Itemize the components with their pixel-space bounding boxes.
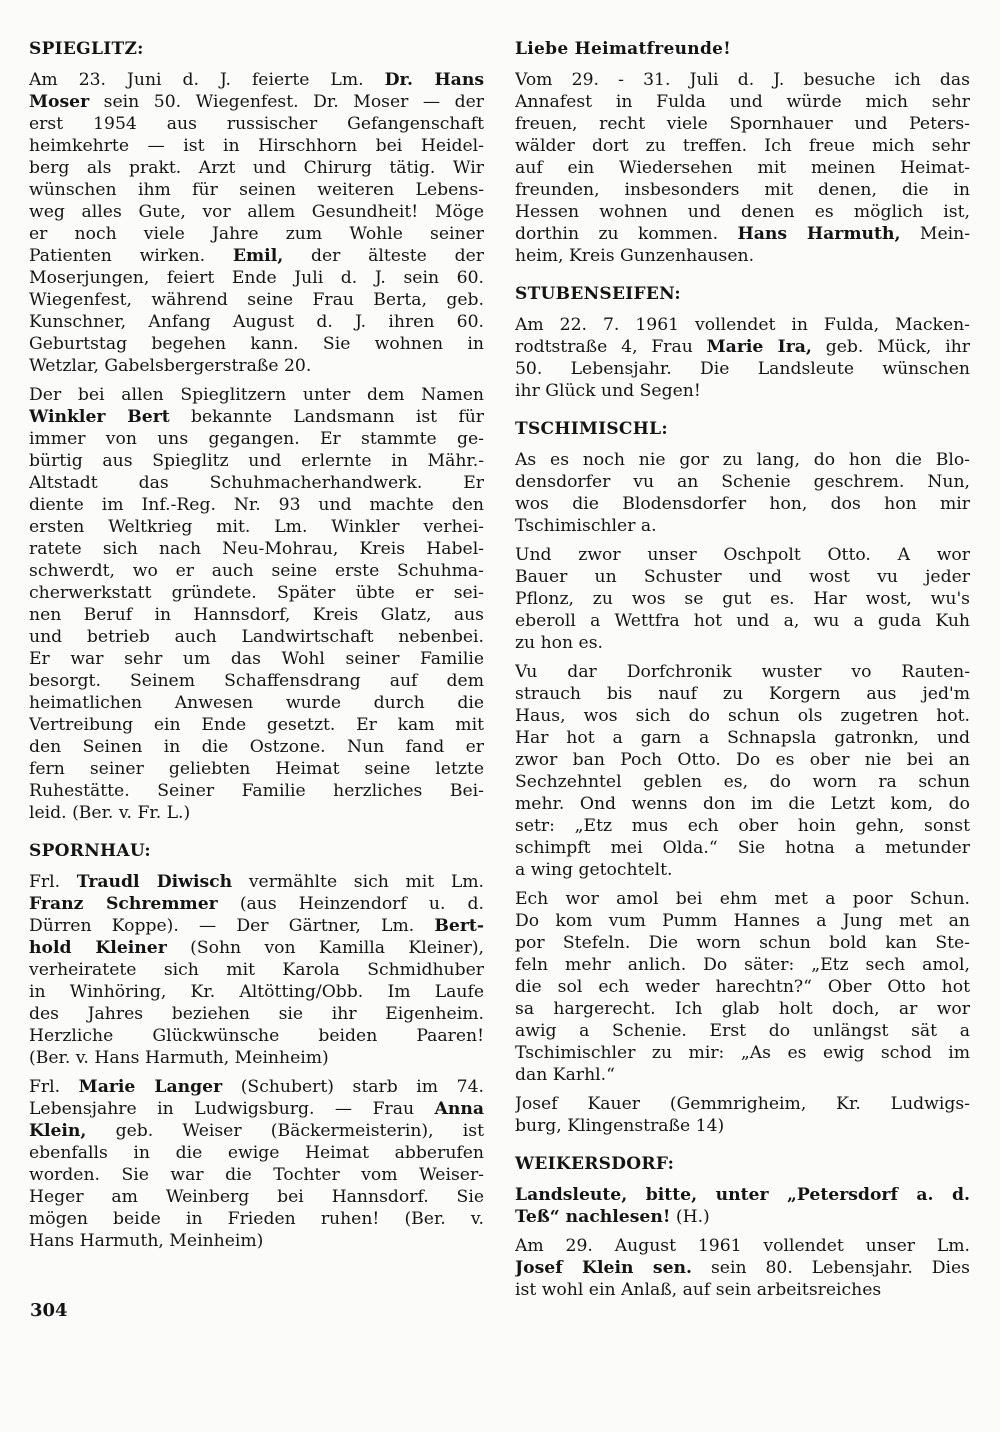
text-line bbox=[29, 450, 484, 472]
text-run: Lebensjahre in Ludwigsburg. — Frau bbox=[29, 1099, 435, 1119]
text-run: sa hargerecht. Ich glab holt doch, ar wor bbox=[515, 999, 970, 1019]
text-run: ihr Glück und Segen! bbox=[515, 381, 701, 401]
text-run: Hessen wohnen und denen es möglich ist, bbox=[515, 202, 970, 222]
bold-name: Marie Ira, bbox=[706, 337, 812, 357]
text-run: heimatlichen Anwesen wurde durch die bbox=[29, 693, 484, 713]
text-run: por Stefeln. Die worn schun bold kan Ste- bbox=[515, 933, 970, 953]
text-line bbox=[515, 998, 970, 1020]
text-line bbox=[515, 749, 970, 771]
text-line bbox=[29, 333, 484, 355]
text-line bbox=[29, 135, 484, 157]
left-column bbox=[29, 38, 484, 1268]
text-run: Heger am Weinberg bei Hannsdorf. Sie bbox=[29, 1187, 484, 1207]
text-run: die sol ech weder harechtn?“ Ober Otto hot bbox=[515, 977, 970, 997]
text-run: (aus Heinzendorf u. d. bbox=[217, 894, 484, 914]
text-run: zu hon es. bbox=[515, 633, 603, 653]
text-run: worden. Sie war die Tochter vom Weiser- bbox=[29, 1165, 484, 1185]
text-line bbox=[29, 937, 484, 959]
text-run: geb. Weiser (Bäckermeisterin), ist bbox=[86, 1121, 484, 1141]
text-line bbox=[29, 1208, 484, 1230]
text-run: (H.) bbox=[670, 1207, 710, 1227]
text-line bbox=[515, 179, 970, 201]
text-run: burg, Klingenstraße 14) bbox=[515, 1116, 725, 1136]
text-run: a wing getochtelt. bbox=[515, 860, 673, 880]
text-run: des Jahres beziehen sie ihr Eigenheim. bbox=[29, 1004, 484, 1024]
text-run: nen Beruf in Hannsdorf, Kreis Glatz, aus bbox=[29, 605, 484, 625]
text-run: sein 80. Lebensjahr. Dies bbox=[692, 1258, 970, 1278]
text-line bbox=[29, 670, 484, 692]
text-line bbox=[515, 1206, 970, 1228]
paragraph bbox=[515, 544, 970, 654]
text-run: setr: „Etz mus ech ober hoin gehn, sonst bbox=[515, 816, 970, 836]
text-line bbox=[515, 837, 970, 859]
bold-name: Winkler Bert bbox=[29, 407, 170, 427]
text-line bbox=[515, 727, 970, 749]
text-line bbox=[29, 714, 484, 736]
paragraph bbox=[515, 449, 970, 537]
section-liebe-heimatfreunde bbox=[515, 38, 970, 267]
text-run: densdorfer vu an Schenie geschrem. Nun, bbox=[515, 472, 970, 492]
text-line bbox=[515, 544, 970, 566]
text-line bbox=[29, 736, 484, 758]
text-line bbox=[515, 157, 970, 179]
text-run: Josef Kauer (Gemmrigheim, Kr. Ludwigs- bbox=[515, 1094, 970, 1114]
text-run: Am 29. August 1961 vollendet unser Lm. bbox=[515, 1236, 970, 1256]
text-line bbox=[29, 472, 484, 494]
text-run: geb. Mück, ihr bbox=[811, 337, 970, 357]
bold-name: Dr. Hans bbox=[384, 70, 484, 90]
text-line bbox=[515, 69, 970, 91]
text-run: er noch viele Jahre zum Wohle seiner bbox=[29, 224, 484, 244]
text-run: mehr. Ond wenns don im die Letzt kom, do bbox=[515, 794, 970, 814]
section-heading: TSCHIMISCHL: bbox=[515, 419, 668, 439]
text-line bbox=[29, 355, 484, 377]
text-line bbox=[29, 1120, 484, 1142]
text-run: vermählte sich mit Lm. bbox=[232, 872, 484, 892]
text-run: Tschimischler a. bbox=[515, 516, 657, 536]
paragraph bbox=[29, 871, 484, 1069]
text-run: Sechzehntel geblen es, do worn ra schun bbox=[515, 772, 970, 792]
bold-name: Klein, bbox=[29, 1121, 87, 1141]
text-line bbox=[29, 626, 484, 648]
section-spornhau bbox=[29, 840, 484, 1252]
text-line bbox=[515, 449, 970, 471]
text-run: Geburtstag begehen kann. Sie wohnen in bbox=[29, 334, 484, 354]
paragraph bbox=[515, 1093, 970, 1137]
text-run: Do kom vum Pumm Hannes a Jung met an bbox=[515, 911, 970, 931]
section-tschimischl bbox=[515, 418, 970, 1137]
text-run: immer von uns gegangen. Er stammte ge- bbox=[29, 429, 484, 449]
text-run: Am 23. Juni d. J. feierte Lm. bbox=[29, 70, 385, 90]
text-run: Und zwor unser Oschpolt Otto. A wor bbox=[515, 545, 970, 565]
text-line bbox=[29, 1025, 484, 1047]
text-line bbox=[515, 661, 970, 683]
text-line bbox=[29, 582, 484, 604]
text-run: fern seiner geliebten Heimat seine letzte bbox=[29, 759, 484, 779]
text-line bbox=[515, 976, 970, 998]
text-run: Ruhestätte. Seiner Familie herzliches Bei- bbox=[29, 781, 484, 801]
text-run: feln mehr anlich. Do säter: „Etz sech amol, bbox=[515, 955, 970, 975]
text-run: Pflonz, zu wos se gut es. Har wost, wu's bbox=[515, 589, 970, 609]
text-run: dorthin zu kommen. bbox=[515, 224, 738, 244]
section-stubenseifen bbox=[515, 283, 970, 402]
text-line bbox=[515, 859, 970, 881]
text-run: Am 22. 7. 1961 vollendet in Fulda, Macken- bbox=[515, 315, 970, 335]
text-line bbox=[515, 888, 970, 910]
paragraph bbox=[515, 1184, 970, 1228]
bold-name: Teß“ nachlesen! bbox=[515, 1207, 671, 1227]
text-line bbox=[515, 223, 970, 245]
text-line bbox=[29, 1003, 484, 1025]
text-run: Mein- bbox=[900, 224, 970, 244]
text-line bbox=[515, 771, 970, 793]
paragraph bbox=[515, 888, 970, 1086]
text-run: Frl. bbox=[29, 1077, 79, 1097]
text-run: ersten Weltkrieg mit. Lm. Winkler verhei- bbox=[29, 517, 484, 537]
text-line bbox=[29, 692, 484, 714]
text-line bbox=[515, 113, 970, 135]
text-run: und betrieb auch Landwirtschaft nebenbei. bbox=[29, 627, 484, 647]
text-line bbox=[29, 1230, 484, 1252]
text-line bbox=[29, 871, 484, 893]
text-run: heimkehrte — ist in Hirschhorn bei Heidel- bbox=[29, 136, 484, 156]
section-heading: WEIKERSDORF: bbox=[515, 1154, 675, 1174]
text-line bbox=[515, 91, 970, 113]
text-run: zwor ban Poch Otto. Do es ober nie bei an bbox=[515, 750, 970, 770]
text-run: weg alles Gute, vor allem Gesundheit! Möge bbox=[29, 202, 484, 222]
text-line bbox=[29, 981, 484, 1003]
text-run: Dürren Koppe). — Der Gärtner, Lm. bbox=[29, 916, 435, 936]
text-line bbox=[515, 1279, 970, 1301]
bold-name: Anna bbox=[434, 1099, 484, 1119]
text-line bbox=[29, 915, 484, 937]
text-run: Wiegenfest, während seine Frau Berta, geb. bbox=[29, 290, 484, 310]
text-run: 50. Lebensjahr. Die Landsleute wünschen bbox=[515, 359, 970, 379]
text-run: ebenfalls in die ewige Heimat abberufen bbox=[29, 1143, 484, 1163]
text-line bbox=[29, 780, 484, 802]
text-line bbox=[29, 1076, 484, 1098]
text-line bbox=[515, 380, 970, 402]
text-run: Herzliche Glückwünsche beiden Paaren! bbox=[29, 1026, 484, 1046]
text-line bbox=[515, 135, 970, 157]
text-line bbox=[29, 428, 484, 450]
page-number: 304 bbox=[30, 1300, 68, 1321]
text-run: freunden, insbesonders mit denen, die in bbox=[515, 180, 970, 200]
paragraph bbox=[29, 69, 484, 377]
text-line bbox=[515, 245, 970, 267]
text-line bbox=[515, 336, 970, 358]
text-line bbox=[29, 516, 484, 538]
text-line bbox=[29, 604, 484, 626]
bold-name: Landsleute, bitte, unter „Petersdorf a. d. bbox=[515, 1185, 970, 1205]
text-run: strauch bis nauf zu Korgern aus jed'm bbox=[515, 684, 970, 704]
text-line bbox=[29, 311, 484, 333]
text-line bbox=[29, 893, 484, 915]
text-line bbox=[29, 406, 484, 428]
text-line bbox=[515, 632, 970, 654]
bold-name: Moser bbox=[29, 92, 90, 112]
text-line bbox=[515, 1042, 970, 1064]
text-run: bürtig aus Spieglitz und erlernte in Mähr.- bbox=[29, 451, 484, 471]
text-run: verheiratete sich mit Karola Schmidhuber bbox=[29, 960, 484, 980]
text-line bbox=[29, 201, 484, 223]
text-run: bekannte Landsmann ist für bbox=[169, 407, 484, 427]
text-line bbox=[29, 1098, 484, 1120]
text-run: schimpft mei Olda.“ Sie hotna a metunder bbox=[515, 838, 970, 858]
text-line bbox=[515, 1020, 970, 1042]
text-run: Ech wor amol bei ehm met a poor Schun. bbox=[515, 889, 970, 909]
text-line bbox=[29, 494, 484, 516]
text-run: Moserjungen, feiert Ende Juli d. J. sein 60. bbox=[29, 268, 484, 288]
text-line bbox=[515, 1184, 970, 1206]
text-run: auf ein Wiedersehen mit meinen Heimat- bbox=[515, 158, 970, 178]
text-run: Vu dar Dorfchronik wuster vo Rauten- bbox=[515, 662, 970, 682]
text-line bbox=[29, 802, 484, 824]
text-run: Hans Harmuth, Meinheim) bbox=[29, 1231, 264, 1251]
text-run: heim, Kreis Gunzenhausen. bbox=[515, 246, 755, 266]
text-run: schwerdt, wo er auch seine erste Schuhma- bbox=[29, 561, 484, 581]
text-line bbox=[515, 493, 970, 515]
text-run: Wetzlar, Gabelsbergerstraße 20. bbox=[29, 356, 312, 376]
text-line bbox=[29, 289, 484, 311]
text-run: wünschen ihm für seinen weiteren Lebens- bbox=[29, 180, 484, 200]
section-heading: STUBENSEIFEN: bbox=[515, 284, 681, 304]
text-line bbox=[29, 648, 484, 670]
text-line bbox=[515, 1235, 970, 1257]
text-run: Er war sehr um das Wohl seiner Familie bbox=[29, 649, 484, 669]
text-line bbox=[515, 358, 970, 380]
bold-name: Marie Langer bbox=[78, 1077, 223, 1097]
text-run: ist wohl ein Anlaß, auf sein arbeitsreiches bbox=[515, 1280, 882, 1300]
paragraph bbox=[515, 661, 970, 881]
text-run: (Ber. v. Hans Harmuth, Meinheim) bbox=[29, 1048, 329, 1068]
text-run: Vom 29. - 31. Juli d. J. besuche ich das bbox=[515, 70, 970, 90]
bold-name: Josef Klein sen. bbox=[515, 1258, 693, 1278]
paragraph bbox=[29, 1076, 484, 1252]
text-run: in Winhöring, Kr. Altötting/Obb. Im Laufe bbox=[29, 982, 484, 1002]
bold-name: Bert- bbox=[434, 916, 484, 936]
text-line bbox=[29, 245, 484, 267]
text-line bbox=[515, 314, 970, 336]
text-run: cherwerkstatt gründete. Später übte er sei- bbox=[29, 583, 484, 603]
text-run: (Sohn von Kamilla Kleiner), bbox=[166, 938, 484, 958]
text-run: Altstadt das Schuhmacherhandwerk. Er bbox=[29, 473, 484, 493]
text-line bbox=[29, 959, 484, 981]
text-run: diente im Inf.-Reg. Nr. 93 und machte den bbox=[29, 495, 484, 515]
text-run: berg als prakt. Arzt und Chirurg tätig. Wir bbox=[29, 158, 484, 178]
text-run: Kunschner, Anfang August d. J. ihren 60. bbox=[29, 312, 484, 332]
text-run: wos die Blodensdorfer hon, dos hon mir bbox=[515, 494, 970, 514]
text-run: (Schubert) starb im 74. bbox=[222, 1077, 484, 1097]
section-weikersdorf bbox=[515, 1153, 970, 1301]
text-run: awig a Schenie. Erst do unlängst sät a bbox=[515, 1021, 970, 1041]
text-run: rodtstraße 4, Frau bbox=[515, 337, 707, 357]
text-line bbox=[29, 384, 484, 406]
text-line bbox=[515, 471, 970, 493]
section-spieglitz bbox=[29, 38, 484, 824]
text-run: mögen beide in Frieden ruhen! (Ber. v. bbox=[29, 1209, 484, 1229]
text-line bbox=[515, 1115, 970, 1137]
text-line bbox=[515, 954, 970, 976]
text-line bbox=[29, 1142, 484, 1164]
text-line bbox=[29, 179, 484, 201]
text-line bbox=[29, 560, 484, 582]
text-line bbox=[29, 758, 484, 780]
paragraph bbox=[515, 314, 970, 402]
text-line bbox=[515, 515, 970, 537]
text-run: ratete sich nach Neu-Mohrau, Kreis Habel- bbox=[29, 539, 484, 559]
text-run: Patienten wirken. bbox=[29, 246, 233, 266]
text-line bbox=[515, 201, 970, 223]
text-run: Der bei allen Spieglitzern unter dem Namen bbox=[29, 385, 484, 405]
paragraph bbox=[29, 384, 484, 824]
text-run: besorgt. Seinem Schaffensdrang auf dem bbox=[29, 671, 484, 691]
text-run: Tschimischler zu mir: „As es ewig schod im bbox=[515, 1043, 970, 1063]
text-run: wälder dort zu treffen. Ich freue mich sehr bbox=[515, 136, 970, 156]
text-line bbox=[515, 910, 970, 932]
text-line bbox=[515, 566, 970, 588]
text-run: freuen, recht viele Spornhauer und Peters- bbox=[515, 114, 970, 134]
text-line bbox=[515, 932, 970, 954]
section-heading: Liebe Heimatfreunde! bbox=[515, 39, 732, 59]
text-run: Frl. bbox=[29, 872, 77, 892]
text-run: dan Karhl.“ bbox=[515, 1065, 615, 1085]
text-run: Bauer un Schuster und wost vu jeder bbox=[515, 567, 970, 587]
text-run: eberoll a Wettfra hot und a, wu a guda Kuh bbox=[515, 611, 970, 631]
text-line bbox=[515, 1093, 970, 1115]
text-run: Haus, wos sich do schun ols zugetren hot. bbox=[515, 706, 970, 726]
text-line bbox=[29, 69, 484, 91]
text-line bbox=[29, 223, 484, 245]
paragraph bbox=[515, 1235, 970, 1301]
text-line bbox=[515, 1257, 970, 1279]
text-line bbox=[29, 157, 484, 179]
text-run: der älteste der bbox=[283, 246, 484, 266]
right-column bbox=[515, 38, 970, 1317]
text-line bbox=[515, 793, 970, 815]
text-run: erst 1954 aus russischer Gefangenschaft bbox=[29, 114, 484, 134]
text-line bbox=[515, 1064, 970, 1086]
text-line bbox=[515, 610, 970, 632]
text-run: Annafest in Fulda und würde mich sehr bbox=[515, 92, 970, 112]
text-line bbox=[29, 267, 484, 289]
section-heading: SPORNHAU: bbox=[29, 841, 151, 861]
text-run: Vertreibung ein Ende gesetzt. Er kam mit bbox=[29, 715, 484, 735]
text-line bbox=[29, 1047, 484, 1069]
text-line bbox=[29, 91, 484, 113]
text-line bbox=[515, 815, 970, 837]
bold-name: Hans Harmuth, bbox=[737, 224, 901, 244]
paragraph bbox=[515, 69, 970, 267]
text-line bbox=[29, 1164, 484, 1186]
bold-name: Franz Schremmer bbox=[29, 894, 218, 914]
text-line bbox=[29, 113, 484, 135]
text-run: sein 50. Wiegenfest. Dr. Moser — der bbox=[89, 92, 484, 112]
text-run: Har hot a garn a Schnapsla gatronkn, und bbox=[515, 728, 970, 748]
section-heading: SPIEGLITZ: bbox=[29, 39, 144, 59]
text-line bbox=[515, 683, 970, 705]
text-run: den Seinen in die Ostzone. Nun fand er bbox=[29, 737, 484, 757]
bold-name: Traudl Diwisch bbox=[76, 872, 233, 892]
text-line bbox=[29, 538, 484, 560]
text-run: As es noch nie gor zu lang, do hon die Blo- bbox=[515, 450, 970, 470]
text-line bbox=[29, 1186, 484, 1208]
bold-name: Emil, bbox=[232, 246, 284, 266]
bold-name: hold Kleiner bbox=[29, 938, 167, 958]
text-line bbox=[515, 705, 970, 727]
text-run: leid. (Ber. v. Fr. L.) bbox=[29, 803, 191, 823]
text-line bbox=[515, 588, 970, 610]
